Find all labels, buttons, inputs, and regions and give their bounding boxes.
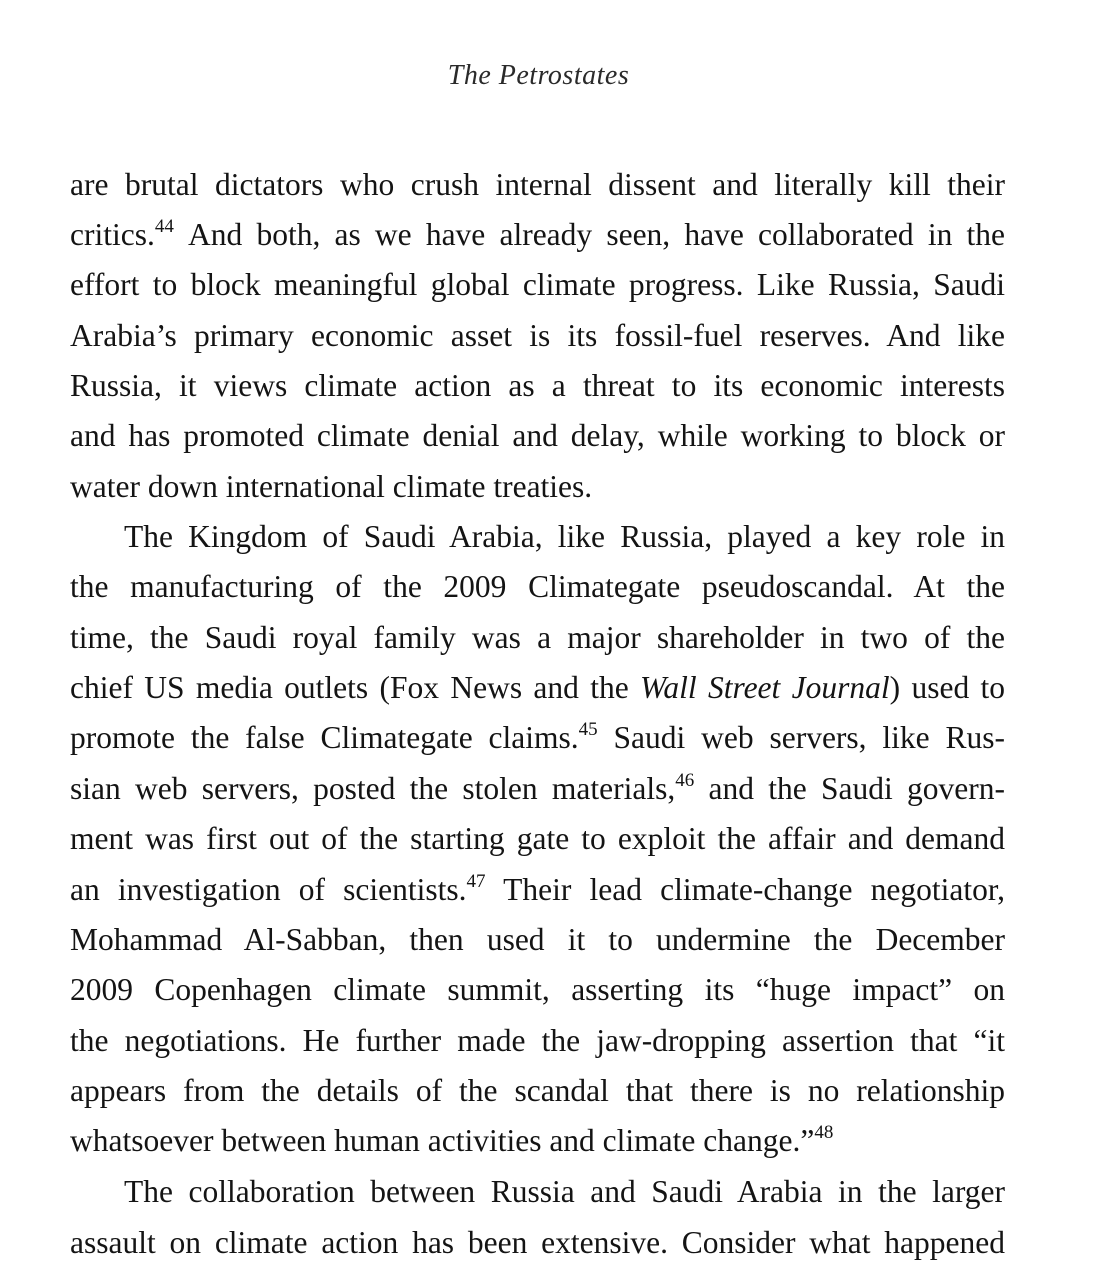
text-fragment: used to	[911, 670, 1006, 705]
text-fragment: promote the false Climategate claims.	[70, 720, 579, 755]
text-line-12	[70, 716, 1005, 760]
text-line-20	[70, 1119, 1005, 1163]
text-line-19-highlighted[interactable]: appears from the details of the scandal that there is no relationship	[70, 1073, 1005, 1108]
text-line-7: water down international climate treaties.	[70, 469, 593, 504]
footnote-ref-45[interactable]: 45	[578, 718, 598, 740]
running-head: The Petrostates	[447, 60, 630, 91]
text-fragment: And both, as we have already seen, have collaborated in the	[188, 217, 1005, 252]
text-line-14: ment was first out of the starting gate to exploit the affair and demand	[70, 821, 1005, 856]
footnote-ref-44[interactable]: 44	[154, 215, 174, 237]
text-line-15	[70, 868, 1005, 912]
text-line-5: Russia, it views climate action as a threat to its economic interests	[70, 368, 1005, 403]
text-line-22: assault on climate action has been extensive. Consider what happened	[70, 1225, 1005, 1260]
text-line-16-highlighted[interactable]: Mohammad Al-Sabban, then used it to undermine the December	[70, 922, 1005, 957]
text-line-8: The Kingdom of Saudi Arabia, like Russia, played a key role in	[124, 519, 1005, 554]
text-line-18-highlighted[interactable]: the negotiations. He further made the jaw-dropping assertion that “it	[70, 1023, 1005, 1058]
text-line-9: the manufacturing of the 2009 Climategate pseudoscandal. At the	[70, 569, 1005, 604]
text-line-1: are brutal dictators who crush internal dissent and literally kill their	[70, 167, 1005, 202]
highlighted-text[interactable]: Their lead climate-change negotiator,	[503, 872, 1005, 907]
text-fragment: chief US media outlets (Fox News and the	[70, 670, 629, 705]
text-line-10: time, the Saudi royal family was a major shareholder in two of the	[70, 620, 1005, 655]
footnote-ref-47[interactable]: 47	[466, 870, 486, 892]
text-fragment: sian web servers, posted the stolen materials,	[70, 771, 676, 806]
text-line-4: Arabia’s primary economic asset is its fossil-fuel reserves. And like	[70, 318, 1005, 353]
text-fragment: an investigation of scientists.	[70, 872, 467, 907]
text-line-13	[70, 767, 1005, 811]
text-line-2	[70, 213, 1005, 257]
text-fragment: Saudi web servers, like Rus-	[613, 720, 1006, 755]
highlighted-text[interactable]: whatsoever between human activities and climate change.”	[70, 1123, 815, 1158]
text-fragment-critics: critics.	[70, 217, 155, 252]
text-fragment: )	[889, 670, 901, 705]
text-line-21: The collaboration between Russia and Saudi Arabia in the larger	[124, 1174, 1005, 1209]
text-line-17-highlighted[interactable]: 2009 Copenhagen climate summit, asserting its “huge impact” on	[70, 972, 1005, 1007]
footnote-ref-46[interactable]: 46	[675, 769, 695, 791]
text-line-11	[70, 666, 1005, 710]
text-line-3: effort to block meaningful global climate progress. Like Russia, Saudi	[70, 267, 1005, 302]
text-line-6: and has promoted climate denial and delay, while working to block or	[70, 418, 1005, 453]
text-fragment: and the Saudi govern-	[708, 771, 1005, 806]
footnote-ref-48[interactable]: 48	[814, 1121, 834, 1143]
publication-title: Wall Street Journal	[640, 670, 890, 705]
